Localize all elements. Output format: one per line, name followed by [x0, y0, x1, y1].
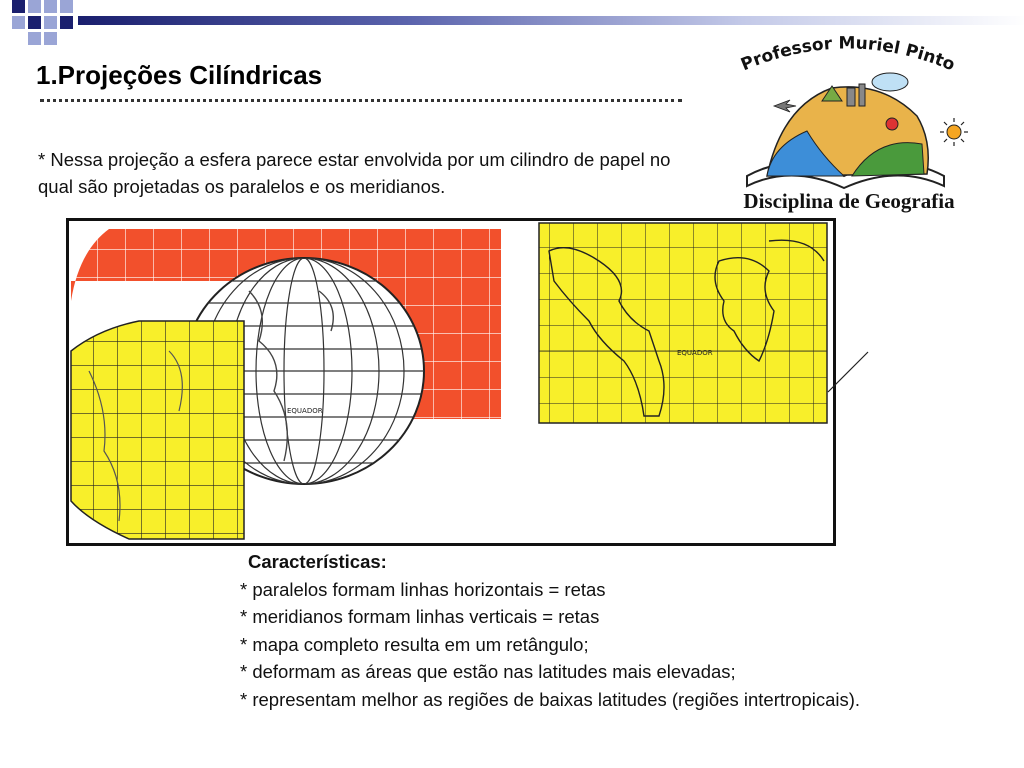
characteristics-heading: Características:: [248, 551, 387, 572]
logo-subtitle: Disciplina de Geografia: [743, 189, 955, 213]
map-equator-label: EQUADOR: [677, 349, 713, 357]
corner-square: [44, 0, 57, 13]
cylinder-front: [71, 321, 244, 539]
list-item: * mapa completo resulta em um retângulo;: [240, 633, 589, 655]
corner-square: [60, 0, 73, 13]
pointer-line: [820, 350, 880, 410]
corner-square: [44, 16, 57, 29]
corner-square: [44, 32, 57, 45]
header-gradient-bar: [78, 16, 1024, 25]
professor-logo: [712, 26, 982, 216]
logo-arc-text: Professor Muriel Pinto: [738, 33, 958, 76]
corner-square: [28, 32, 41, 45]
projection-figure: [66, 218, 836, 546]
projection-illustration: [69, 221, 833, 543]
slide-title: 1.Projeções Cilíndricas: [36, 60, 323, 90]
list-item: * meridianos formam linhas verticais = retas: [240, 606, 600, 627]
corner-square: [60, 16, 73, 29]
list-item: * paralelos formam linhas horizontais = retas: [240, 578, 606, 600]
cylindrical-map: [539, 223, 827, 423]
globe-equator-label: EQUADOR: [287, 407, 323, 415]
corner-square: [12, 16, 25, 29]
corner-square: [28, 0, 41, 13]
intro-text: * Nessa projeção a esfera parece estar envolvida por um cilindro de papel no qual são projetadas os paralelos e os meridianos.: [38, 149, 671, 197]
list-item: * deformam as áreas que estão nas latitudes mais elevadas;: [240, 661, 736, 682]
title-dotted-rule: [40, 99, 682, 102]
corner-square: [12, 0, 25, 13]
list-item: * representam melhor as regiões de baixas latitudes (regiões intertropicais).: [240, 688, 861, 710]
corner-square: [28, 16, 41, 29]
characteristics-list: [240, 548, 880, 713]
